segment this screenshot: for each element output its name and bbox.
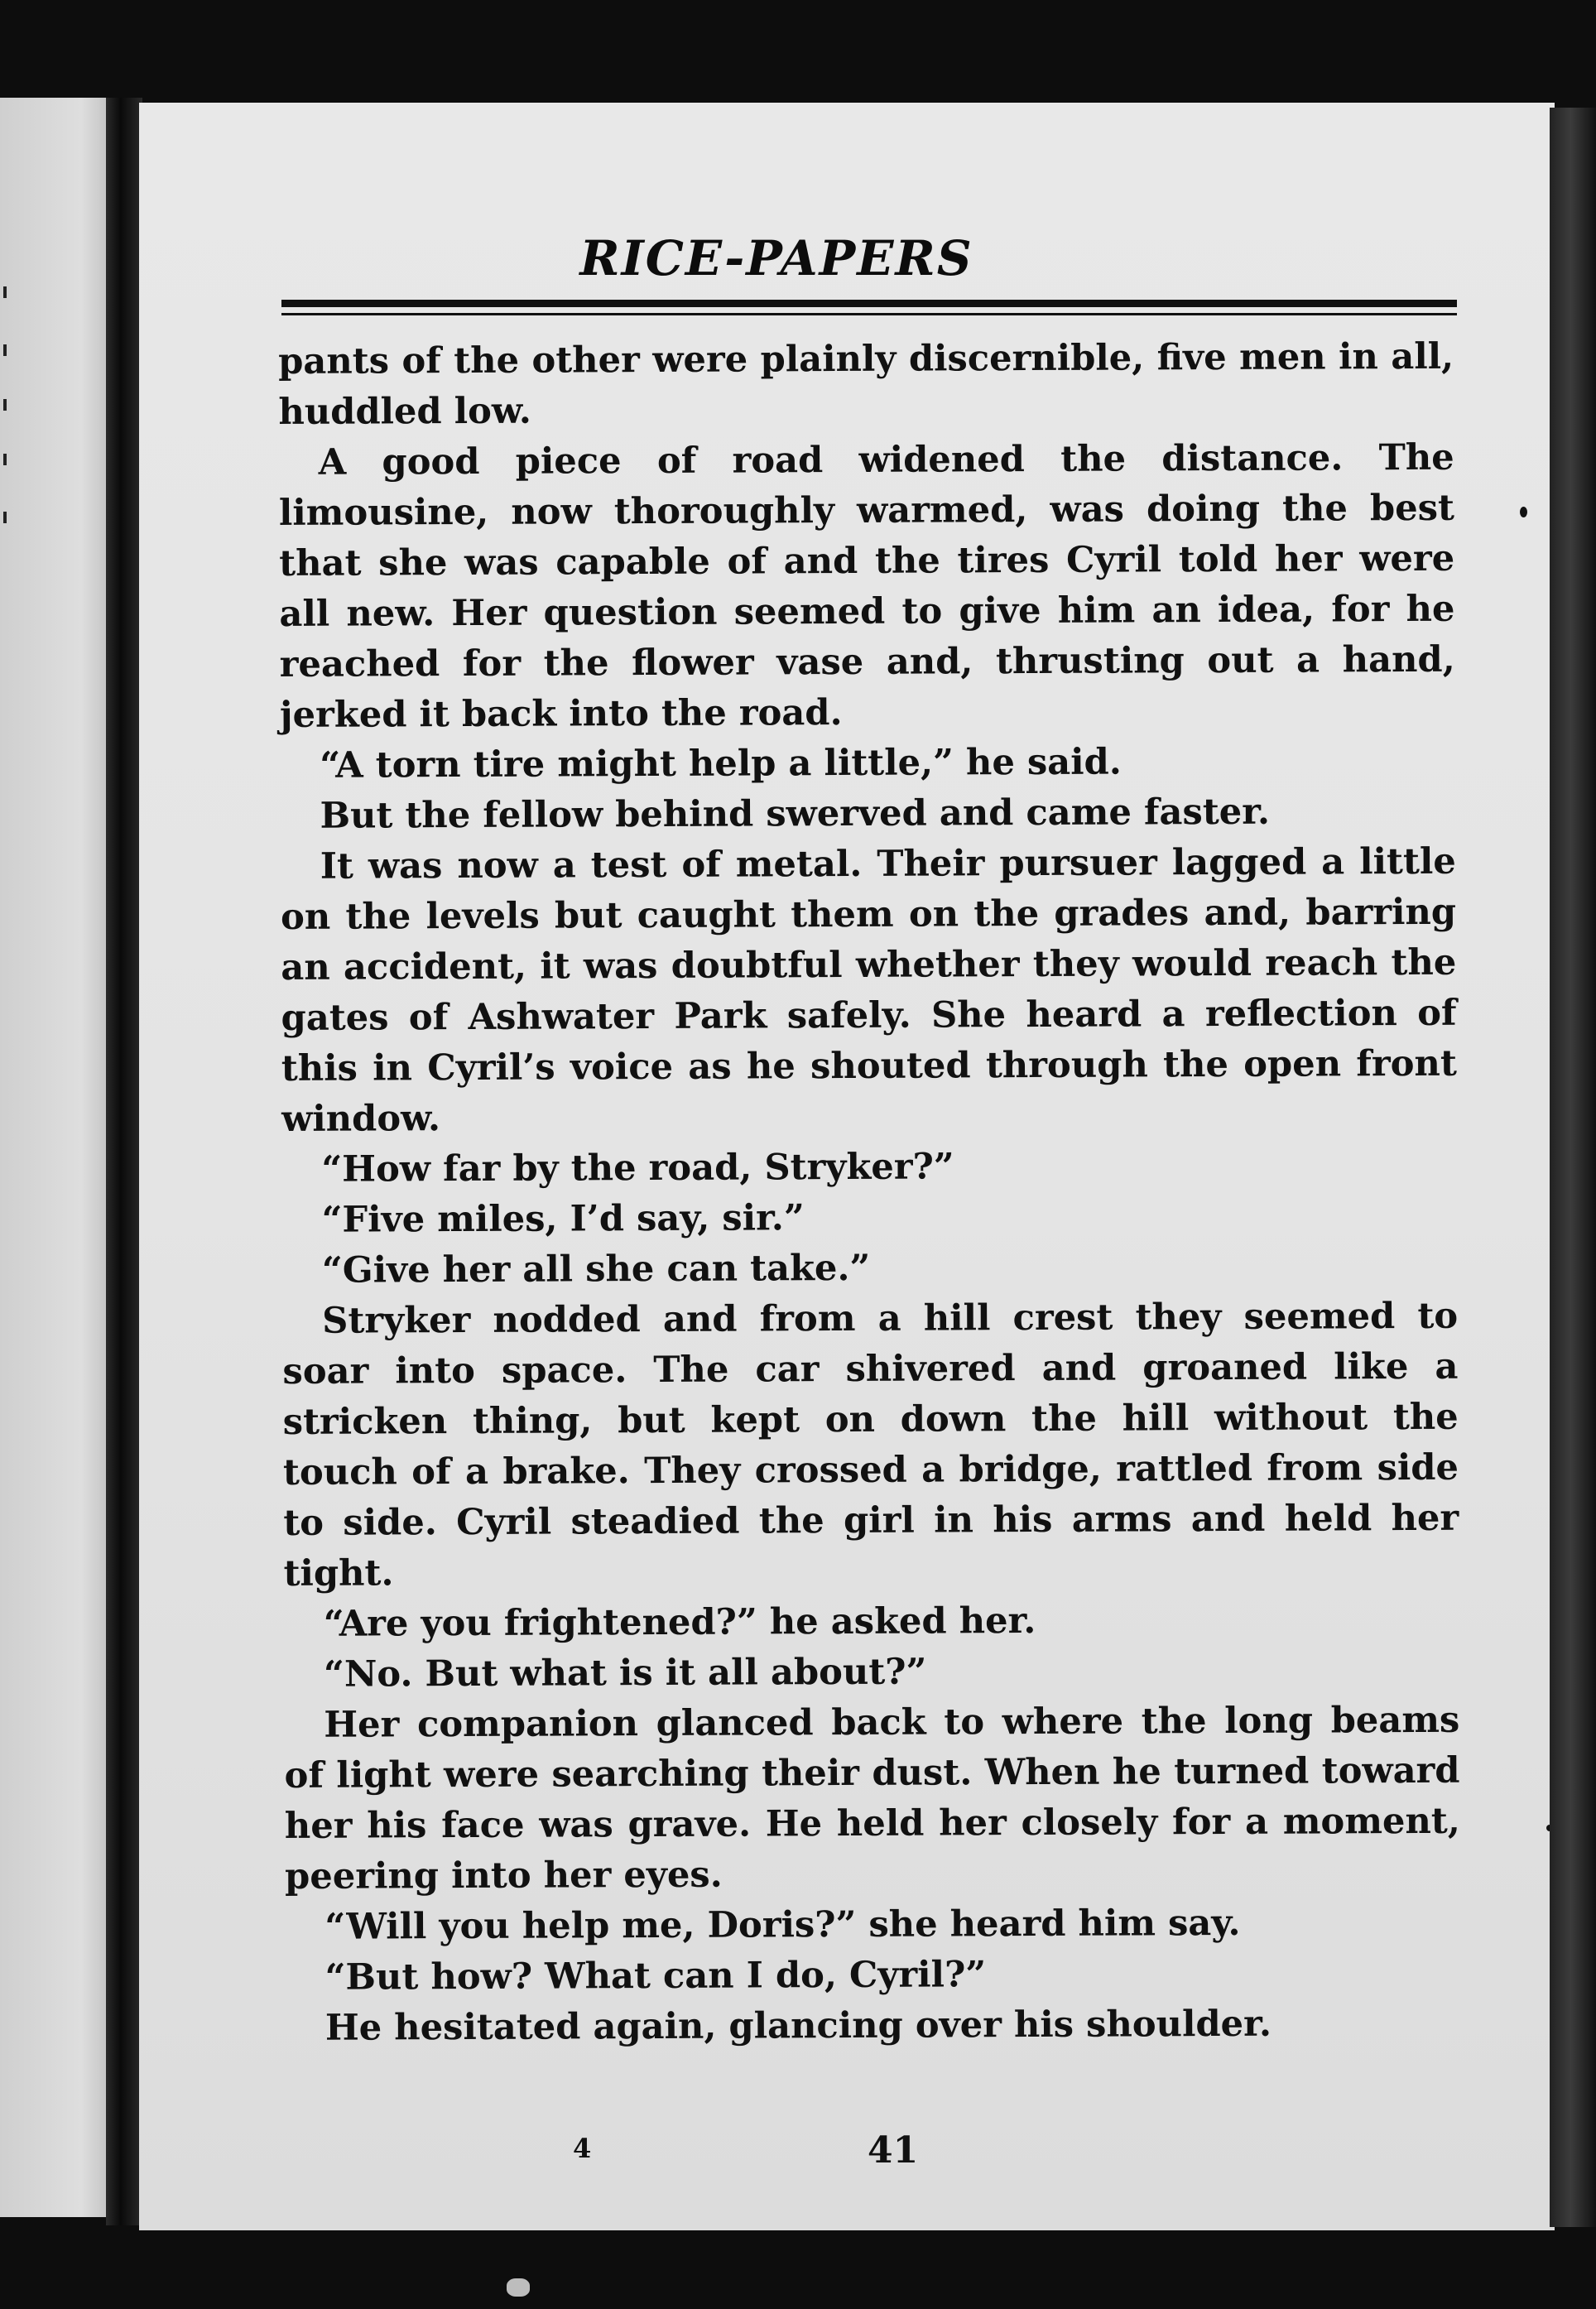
- paragraph: “No. But what is it all about?”: [323, 1650, 927, 1696]
- book-gutter: [106, 98, 142, 2225]
- scan-artifact: [507, 2278, 530, 2297]
- paragraph: It was now a test of metal. Their pursuer lagged a little on the levels but caught them on the grades and, barring an accident, it was doubtful whether they would reach the gates of Ashwater Park safely. She heard a reflection of this in Cyril’s voice as he shouted through the open front window.: [280, 839, 1457, 1140]
- paragraph: “Five miles, I’d say, sir.”: [321, 1196, 805, 1241]
- paragraph: “A torn tire might help a little,” he said.: [320, 740, 1122, 787]
- header-rule-thick: [281, 300, 1457, 307]
- paragraph: “Are you frightened?” he asked her.: [323, 1599, 1036, 1645]
- page-number: 41: [868, 2129, 919, 2172]
- paragraph: “Give her all she can take.”: [321, 1246, 871, 1292]
- paragraph: A good piece of road widened the distance. The limousine, now thoroughly warmed, was doing the best that she was capable of and the tires Cyril told her were all new. Her question seemed to give him an idea, for he reached for the flower vase and, thrusting out a hand, jerked it back into the road.: [278, 435, 1455, 736]
- paragraph: “But how? What can I do, Cyril?”: [324, 1953, 987, 1999]
- facing-page-mark: [3, 399, 7, 411]
- paragraph: He hesitated again, glancing over his shoulder.: [324, 2002, 1272, 2049]
- running-title: RICE-PAPERS: [579, 230, 973, 286]
- paragraph: pants of the other were plainly discernible, five men in all, huddled low.: [278, 334, 1454, 433]
- book-page: [139, 103, 1555, 2230]
- facing-page-mark: [3, 454, 7, 465]
- facing-page-mark: [3, 344, 7, 356]
- facing-page-mark: [3, 512, 7, 523]
- paragraph: But the fellow behind swerved and came faster.: [320, 790, 1271, 837]
- header-rule-thin: [281, 313, 1457, 315]
- paragraph: “How far by the road, Stryker?”: [321, 1145, 954, 1191]
- body-text: [278, 331, 1461, 2053]
- signature-mark: 4: [573, 2133, 592, 2164]
- paragraph: Stryker nodded and from a hill crest they seemed to soar into space. The car shivered and groaned like a stricken thing, but kept on down the hill without the touch of a brake. They crossed a bridge, rattled from side to side. Cyril steadied the girl in his arms and held her tight.: [282, 1294, 1459, 1595]
- ink-speck: [1520, 507, 1527, 517]
- facing-page-mark: [3, 286, 7, 298]
- paragraph: Her companion glanced back to where the long beams of light were searching their dust. When he turned toward her his face was grave. He held her closely for a moment, peering into her eyes.: [284, 1698, 1460, 1898]
- right-page-edge: [1550, 108, 1596, 2227]
- paragraph: “Will you help me, Doris?” she heard him say.: [324, 1901, 1241, 1948]
- facing-page-edge: [0, 98, 116, 2217]
